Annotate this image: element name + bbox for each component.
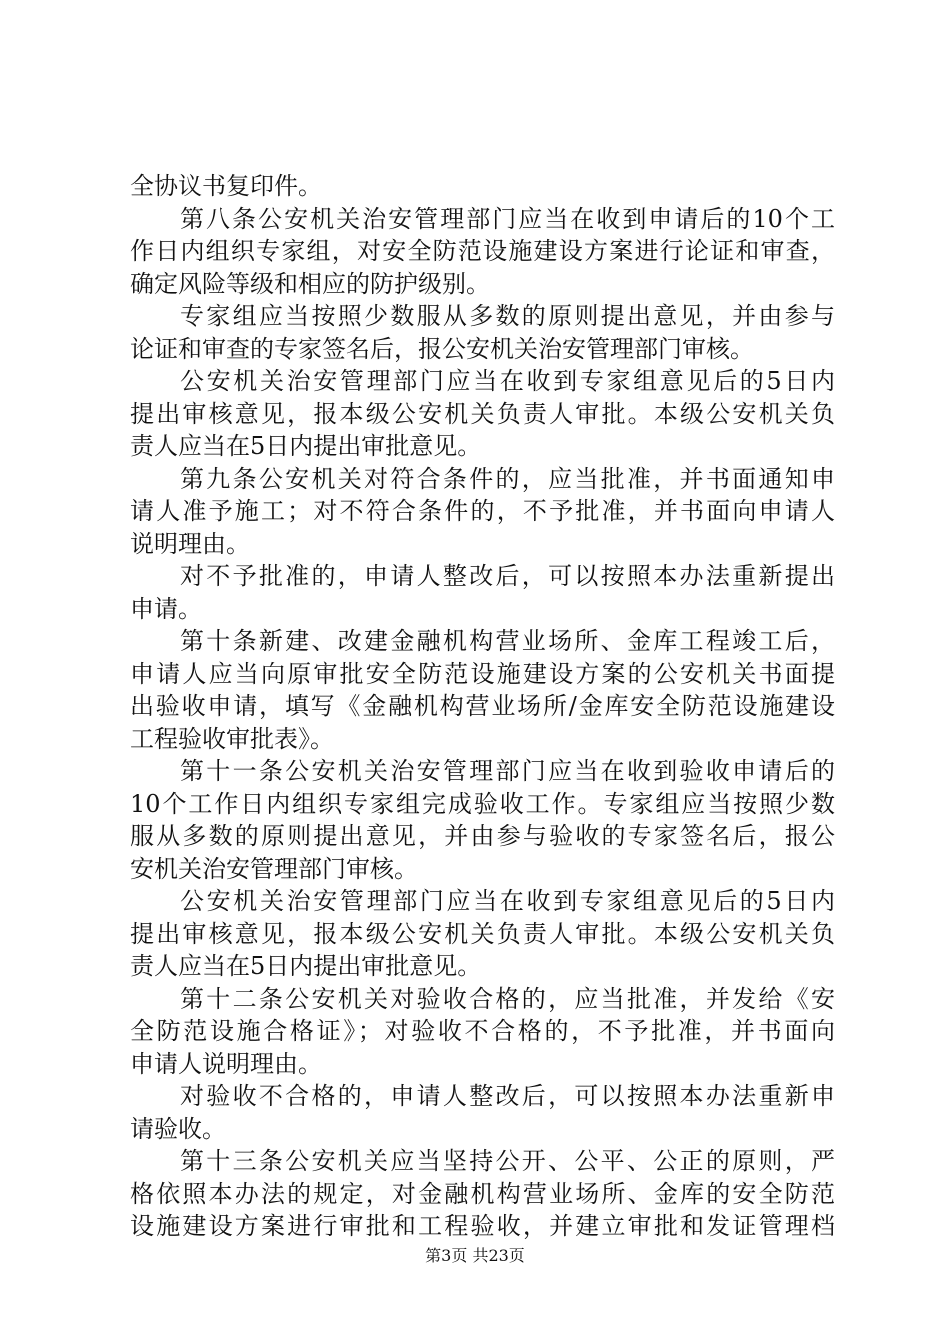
text-line: 10个工作日内组织专家组完成验收工作。专家组应当按照少数 xyxy=(130,789,835,818)
text-line: 公安机关治安管理部门应当在收到专家组意见后的5日内 xyxy=(180,887,835,915)
text-line: 说明理由。 xyxy=(130,529,250,558)
text-line: 第九条公安机关对符合条件的，应当批准，并书面通知申 xyxy=(180,464,835,493)
text-line: 第十一条公安机关治安管理部门应当在收到验收申请后的 xyxy=(180,757,835,785)
text-line: 责人应当在5日内提出审批意见。 xyxy=(130,432,482,460)
text-line: 全协议书复印件。 xyxy=(130,172,322,200)
text-line: 责人应当在5日内提出审批意见。 xyxy=(130,952,482,980)
text-line: 服从多数的原则提出意见，并由参与验收的专家签名后，报公 xyxy=(130,822,835,850)
text-line: 对验收不合格的，申请人整改后，可以按照本办法重新申 xyxy=(180,1082,835,1110)
text-line: 第十二条公安机关对验收合格的，应当批准，并发给《安 xyxy=(180,984,835,1013)
text-line: 安机关治安管理部门审核。 xyxy=(130,854,418,883)
text-line: 第十条新建、改建金融机构营业场所、金库工程竣工后， xyxy=(180,627,835,655)
text-line: 设施建设方案进行审批和工程验收，并建立审批和发证管理档 xyxy=(130,1212,835,1240)
page-footer: 第3页 共23页 xyxy=(425,1246,525,1265)
text-line: 确定风险等级和相应的防护级别。 xyxy=(130,269,490,298)
text-line: 申请。 xyxy=(130,594,202,623)
text-line: 出验收申请，填写《金融机构营业场所/金库安全防范设施建设 xyxy=(130,692,835,720)
text-line: 论证和审查的专家签名后，报公安机关治安管理部门审核。 xyxy=(130,334,754,363)
text-line: 公安机关治安管理部门应当在收到专家组意见后的5日内 xyxy=(180,367,835,395)
text-line: 工程验收审批表》。 xyxy=(130,724,334,753)
text-line: 作日内组织专家组，对安全防范设施建设方案进行论证和审查， xyxy=(130,237,835,265)
text-line: 第十三条公安机关应当坚持公开、公平、公正的原则，严 xyxy=(180,1147,835,1175)
text-line: 申请人应当向原审批安全防范设施建设方案的公安机关书面提 xyxy=(130,659,835,688)
text-line: 专家组应当按照少数服从多数的原则提出意见，并由参与 xyxy=(180,302,835,330)
text-line: 申请人说明理由。 xyxy=(130,1049,322,1078)
text-line: 全防范设施合格证》；对验收不合格的，不予批准，并书面向 xyxy=(130,1017,835,1045)
text-line: 提出审核意见，报本级公安机关负责人审批。本级公安机关负 xyxy=(130,919,835,948)
text-line: 提出审核意见，报本级公安机关负责人审批。本级公安机关负 xyxy=(130,399,835,428)
text-line: 格依照本办法的规定，对金融机构营业场所、金库的安全防范 xyxy=(130,1179,835,1208)
text-line: 第八条公安机关治安管理部门应当在收到申请后的10个工 xyxy=(180,204,835,233)
text-line: 对不予批准的，申请人整改后，可以按照本办法重新提出 xyxy=(180,562,835,590)
text-line: 请人准予施工；对不符合条件的，不予批准，并书面向申请人 xyxy=(130,497,835,525)
text-line: 请验收。 xyxy=(130,1114,226,1143)
document-body xyxy=(130,170,835,1243)
